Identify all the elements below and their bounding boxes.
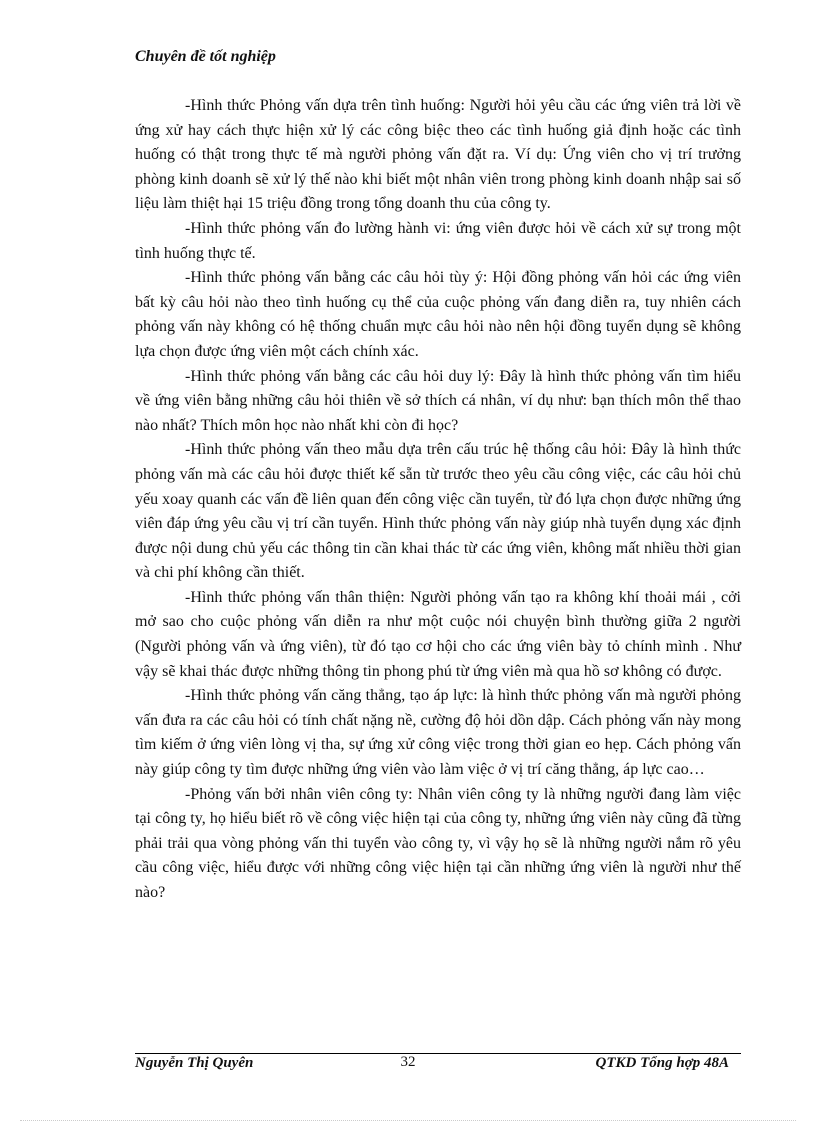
page-bottom-edge <box>20 1120 796 1121</box>
page-header-title: Chuyên đề tốt nghiệp <box>135 48 276 65</box>
paragraph-employee-interview: -Phỏng vấn bởi nhân viên công ty: Nhân viên công ty là những người đang làm việc tại công ty, họ hiểu biết rõ về công việc hiện tại của công ty, những ứng viên này cũng đã từng phải trải qua vòng phỏng vấn thi tuyển vào công ty, vì vậy họ sẽ là những người nắm rõ yêu cầu công việc, hiểu được với những công việc hiện tại cần những ứng viên là người như thế nào? <box>135 785 741 901</box>
paragraph-behavioral-interview: -Hình thức phỏng vấn đo lường hành vi: ứng viên được hỏi về cách xử sự trong một tình huống thực tế. <box>135 219 741 262</box>
paragraph-friendly-interview: -Hình thức phỏng vấn thân thiện: Người phỏng vấn tạo ra không khí thoải mái , cởi mở sao cho cuộc phỏng vấn diễn ra như một cuộc nói chuyện bình thường giữa 2 người (Người phỏng vấn và ứng viên), từ đó tạo cơ hội cho các ứng viên bày tỏ chính mình . Như vậy sẽ khai thác được những thông tin phong phú từ ứng viên mà qua hồ sơ không có được. <box>135 588 741 680</box>
paragraph-stress-interview: -Hình thức phỏng vấn căng thẳng, tạo áp lực: là hình thức phỏng vấn mà người phỏng vấn đưa ra các câu hỏi có tính chất nặng nề, cường độ hỏi dồn dập. Cách phỏng vấn này mong tìm kiếm ở ứng viên lòng vị tha, sự ứng xử công việc trong thời gian eo hẹp. Cách phỏng vấn này giúp công ty tìm được những ứng viên vào làm việc ở vị trí căng thẳng, áp lực cao… <box>135 687 741 779</box>
paragraph-arbitrary-questions: -Hình thức phỏng vấn bằng các câu hỏi tùy ý: Hội đồng phỏng vấn hỏi các ứng viên bất kỳ câu hỏi nào theo tình huống cụ thể của cuộc phỏng vấn đang diễn ra, tuy nhiên cách phỏng vấn này không có hệ thống chuẩn mực câu hỏi nào nên hội đồng tuyển dụng sẽ không lựa chọn được ứng viên một cách chính xác. <box>135 269 741 360</box>
paragraph-rational-questions: -Hình thức phỏng vấn bằng các câu hỏi duy lý: Đây là hình thức phỏng vấn tìm hiểu về ứng viên bằng những câu hỏi thiên về sở thích cá nhân, ví dụ như: bạn thích môn thể thao nào nhất? Thích môn học nào nhất khi còn đi học? <box>135 367 741 434</box>
footer-author: Nguyễn Thị Quyên <box>135 1055 254 1071</box>
document-body <box>135 94 741 906</box>
paragraph-situational-interview: -Hình thức Phỏng vấn dựa trên tình huống: Người hỏi yêu cầu các ứng viên trả lời về ứng xử hay cách thực hiện xử lý các công biệc theo các tình huống giả định hoặc các tình huống có thật trong thực tế mà người phỏng vấn đặt ra. Ví dụ: Ứng viên cho vị trí trưởng phòng kinh doanh sẽ xử lý thế nào khi biết một nhân viên trong phòng kinh doanh nhập sai số liệu làm thiệt hại 15 triệu đồng trong tổng doanh thu của công ty. <box>135 97 741 213</box>
paragraph-structured-interview: -Hình thức phỏng vấn theo mẫu dựa trên cấu trúc hệ thống câu hỏi: Đây là hình thức phỏng vấn mà các câu hỏi được thiết kế sẵn từ trước theo yêu cầu công việc, các câu hỏi chủ yếu xoay quanh các vấn đề liên quan đến công việc cần tuyển, từ đó lựa chọn được những ứng viên đáp ứng yêu cầu vị trí cần tuyển. Hình thức phỏng vấn này giúp nhà tuyển dụng xác định được nội dung chủ yếu các thông tin cần khai thác từ các ứng viên, không mất nhiều thời gian và chi phí không cần thiết. <box>135 441 741 582</box>
page-number: 32 <box>400 1054 416 1070</box>
footer-class-name: QTKD Tổng hợp 48A <box>595 1055 729 1071</box>
